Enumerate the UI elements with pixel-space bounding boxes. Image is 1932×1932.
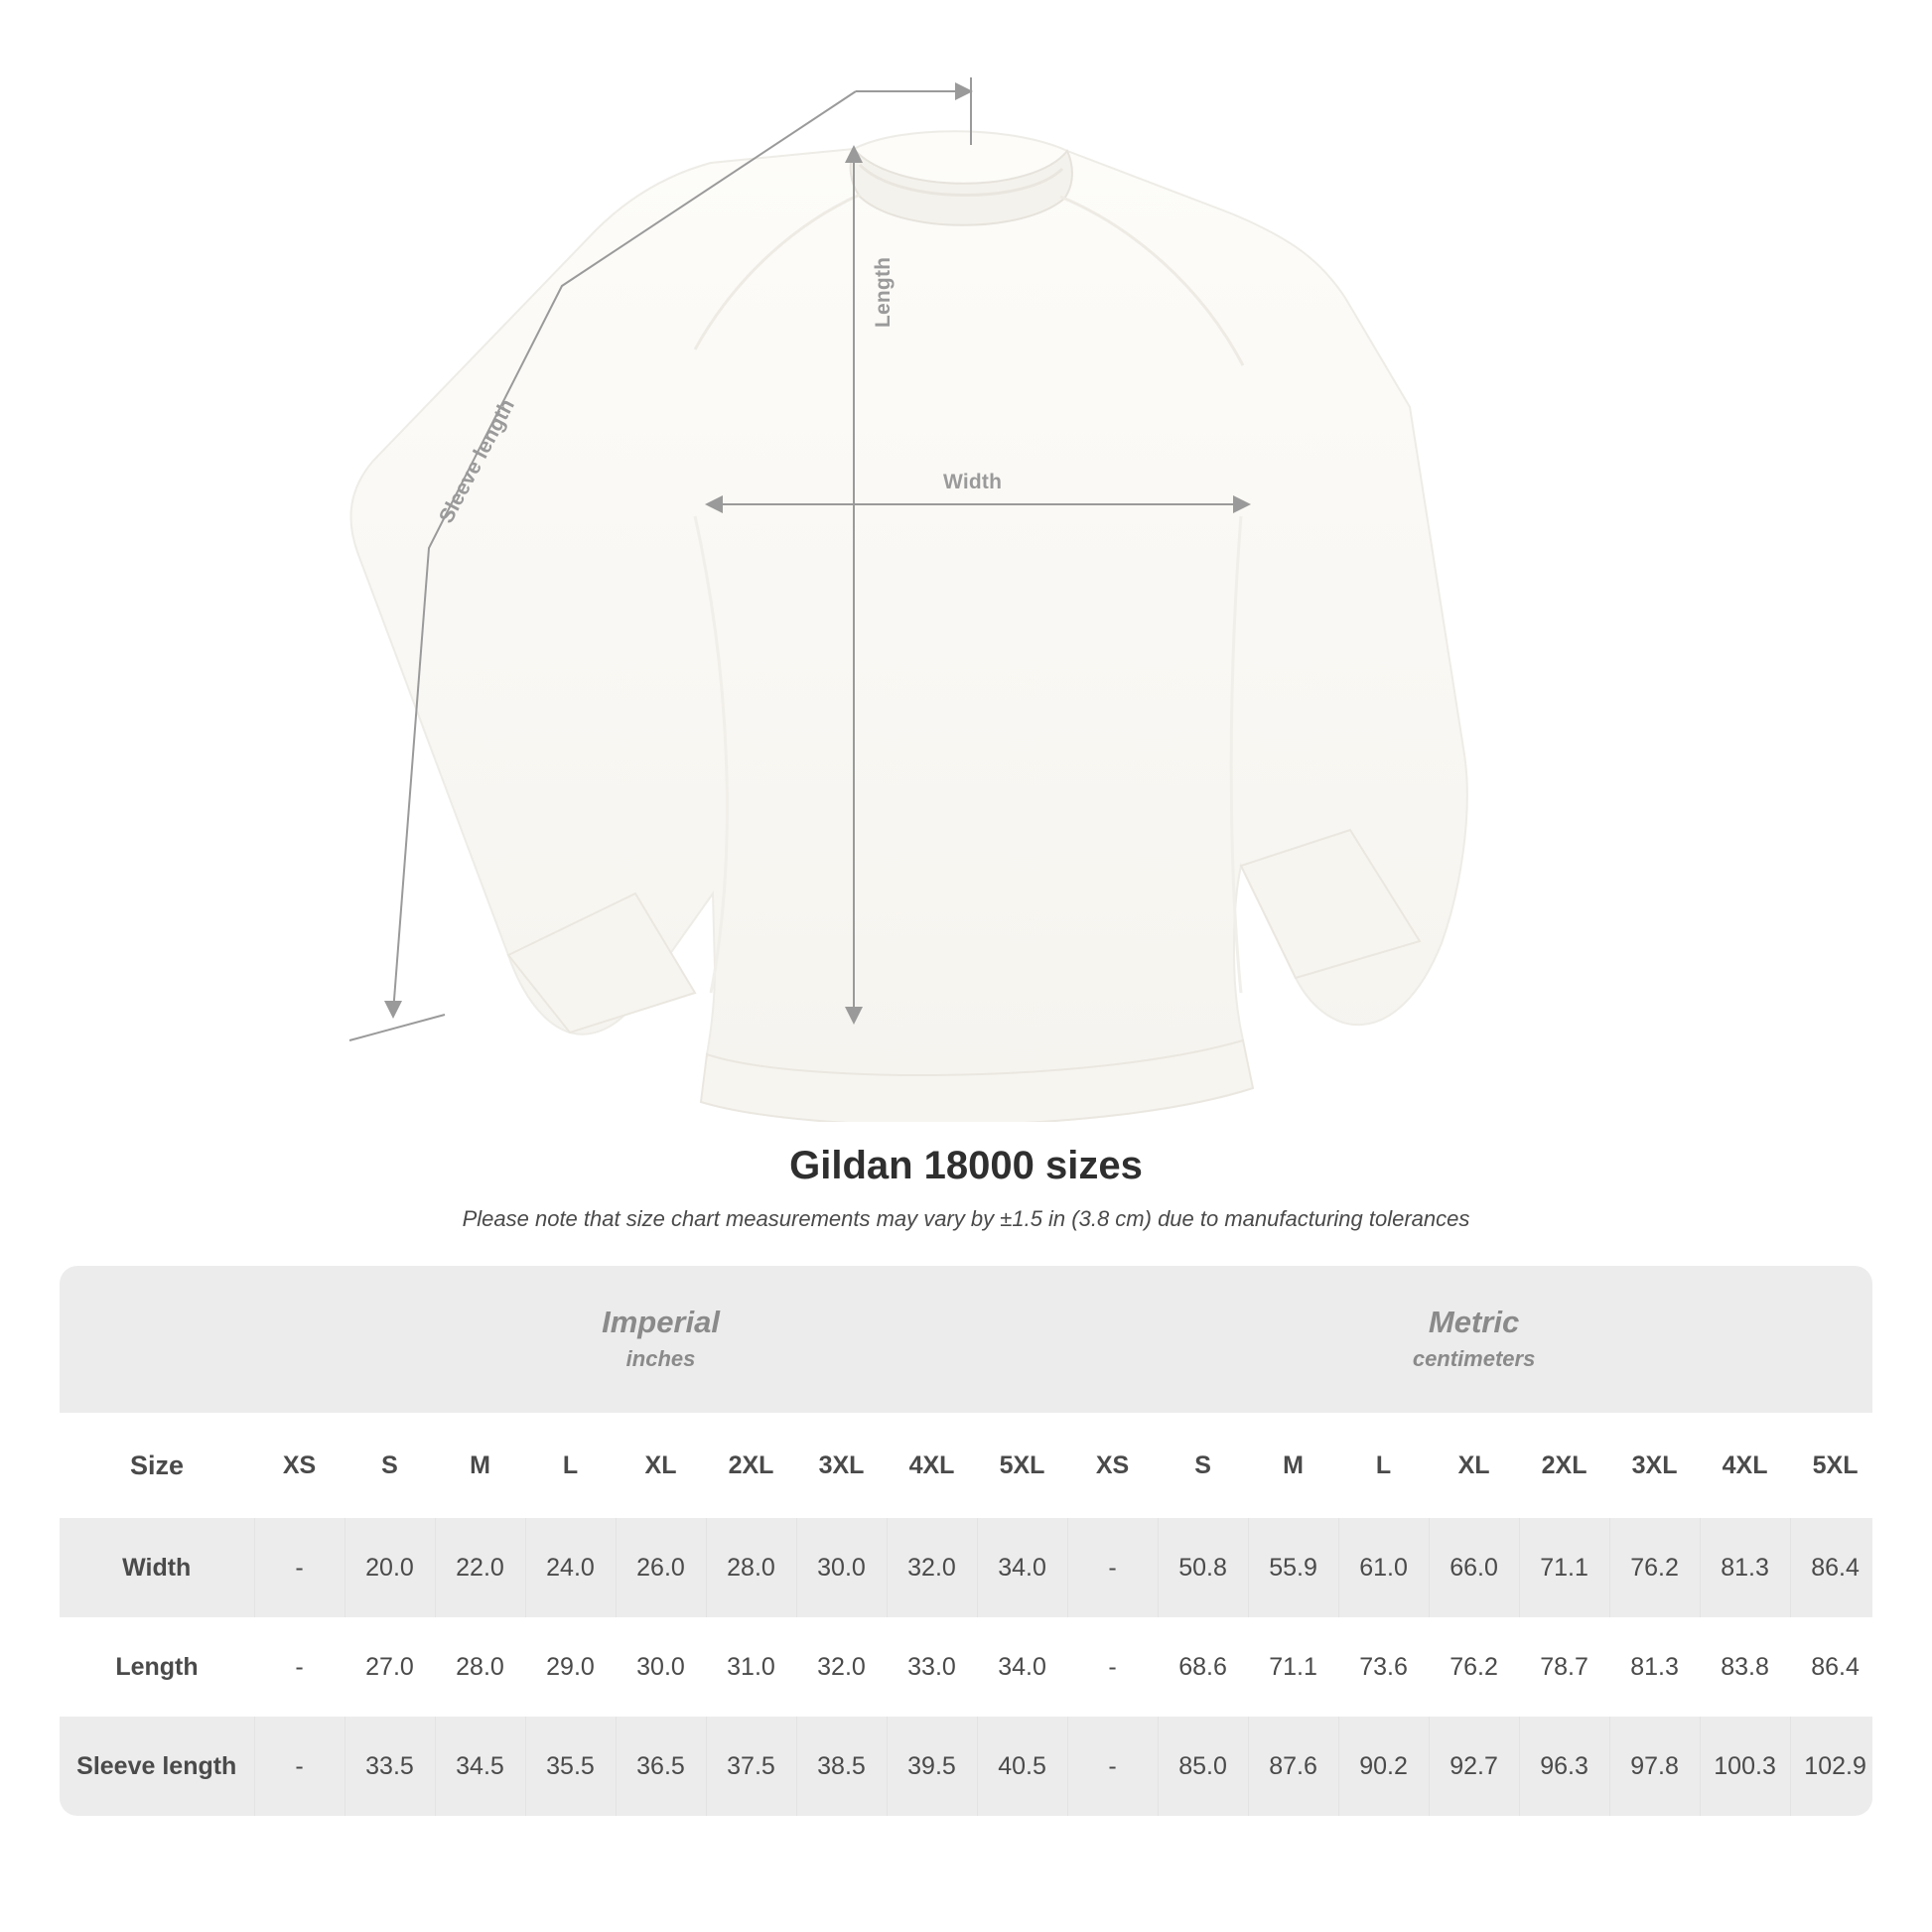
cell-width-metric-3xl: 76.2 — [1609, 1518, 1700, 1617]
cell-sleeve-imperial-xl: 36.5 — [616, 1717, 706, 1816]
table-row — [60, 1518, 1872, 1617]
size-col-metric-l: L — [1338, 1413, 1429, 1518]
cell-width-metric-l: 61.0 — [1338, 1518, 1429, 1617]
cell-length-imperial-5xl: 34.0 — [977, 1617, 1067, 1717]
cell-width-imperial-xl: 26.0 — [616, 1518, 706, 1617]
cell-width-imperial-4xl: 32.0 — [887, 1518, 977, 1617]
size-col-metric-3xl: 3XL — [1609, 1413, 1700, 1518]
cell-width-metric-s: 50.8 — [1158, 1518, 1248, 1617]
table-row — [60, 1617, 1872, 1717]
cell-sleeve-imperial-s: 33.5 — [345, 1717, 435, 1816]
cell-sleeve-imperial-4xl: 39.5 — [887, 1717, 977, 1816]
cell-sleeve-metric-xl: 92.7 — [1429, 1717, 1519, 1816]
unit-header-metric — [1067, 1266, 1872, 1413]
size-col-metric-xs: XS — [1067, 1413, 1158, 1518]
cell-length-metric-5xl: 86.4 — [1790, 1617, 1872, 1717]
cell-width-imperial-m: 22.0 — [435, 1518, 525, 1617]
size-table — [60, 1266, 1872, 1816]
cell-sleeve-imperial-3xl: 38.5 — [796, 1717, 887, 1816]
cell-sleeve-imperial-2xl: 37.5 — [706, 1717, 796, 1816]
size-col-metric-2xl: 2XL — [1519, 1413, 1609, 1518]
size-col-imperial-3xl: 3XL — [796, 1413, 887, 1518]
cell-sleeve-metric-5xl: 102.9 — [1790, 1717, 1872, 1816]
cell-width-metric-5xl: 86.4 — [1790, 1518, 1872, 1617]
cell-width-imperial-l: 24.0 — [525, 1518, 616, 1617]
size-label-cell: Size — [60, 1413, 254, 1518]
cell-width-metric-2xl: 71.1 — [1519, 1518, 1609, 1617]
unit-sub-imperial: inches — [625, 1345, 696, 1371]
size-col-imperial-xs: XS — [254, 1413, 345, 1518]
size-header-row — [60, 1413, 1872, 1518]
unit-header-imperial — [254, 1266, 1067, 1413]
title-block — [0, 1144, 1932, 1232]
cell-sleeve-metric-xs: - — [1067, 1717, 1158, 1816]
row-label-length: Length — [60, 1617, 254, 1717]
cell-width-imperial-s: 20.0 — [345, 1518, 435, 1617]
unit-sub-metric: centimeters — [1412, 1345, 1536, 1371]
cell-length-metric-3xl: 81.3 — [1609, 1617, 1700, 1717]
cell-length-metric-2xl: 78.7 — [1519, 1617, 1609, 1717]
cell-length-imperial-xl: 30.0 — [616, 1617, 706, 1717]
size-col-imperial-4xl: 4XL — [887, 1413, 977, 1518]
size-col-imperial-xl: XL — [616, 1413, 706, 1518]
cell-length-imperial-xs: - — [254, 1617, 345, 1717]
size-col-imperial-m: M — [435, 1413, 525, 1518]
size-col-imperial-s: S — [345, 1413, 435, 1518]
size-col-metric-5xl: 5XL — [1790, 1413, 1872, 1518]
cell-width-imperial-xs: - — [254, 1518, 345, 1617]
cell-sleeve-imperial-5xl: 40.5 — [977, 1717, 1067, 1816]
cell-sleeve-metric-2xl: 96.3 — [1519, 1717, 1609, 1816]
cell-width-imperial-5xl: 34.0 — [977, 1518, 1067, 1617]
cell-width-imperial-3xl: 30.0 — [796, 1518, 887, 1617]
row-label-sleeve-length: Sleeve length — [60, 1717, 254, 1816]
cell-length-imperial-3xl: 32.0 — [796, 1617, 887, 1717]
length-dimension-label: Length — [872, 256, 895, 328]
tolerance-note: Please note that size chart measurements may vary by ±1.5 in (3.8 cm) due to manufacturing tolerances — [462, 1206, 1470, 1231]
size-col-metric-m: M — [1248, 1413, 1338, 1518]
unit-title-metric: Metric — [1428, 1305, 1520, 1340]
cell-length-metric-xl: 76.2 — [1429, 1617, 1519, 1717]
cell-length-metric-xs: - — [1067, 1617, 1158, 1717]
unit-title-imperial: Imperial — [602, 1305, 720, 1340]
unit-header-row — [60, 1266, 1872, 1413]
sweatshirt-shape — [350, 131, 1466, 1122]
cell-sleeve-imperial-l: 35.5 — [525, 1717, 616, 1816]
cell-sleeve-metric-4xl: 100.3 — [1700, 1717, 1790, 1816]
cell-width-imperial-2xl: 28.0 — [706, 1518, 796, 1617]
size-col-metric-4xl: 4XL — [1700, 1413, 1790, 1518]
cell-length-metric-4xl: 83.8 — [1700, 1617, 1790, 1717]
cell-sleeve-metric-3xl: 97.8 — [1609, 1717, 1700, 1816]
cell-sleeve-metric-l: 90.2 — [1338, 1717, 1429, 1816]
cell-length-imperial-m: 28.0 — [435, 1617, 525, 1717]
table-row — [60, 1717, 1872, 1816]
cell-length-imperial-4xl: 33.0 — [887, 1617, 977, 1717]
row-label-width: Width — [60, 1518, 254, 1617]
size-table-wrapper — [60, 1266, 1872, 1816]
cell-sleeve-imperial-m: 34.5 — [435, 1717, 525, 1816]
size-col-metric-s: S — [1158, 1413, 1248, 1518]
cell-length-imperial-s: 27.0 — [345, 1617, 435, 1717]
cell-length-imperial-2xl: 31.0 — [706, 1617, 796, 1717]
cell-width-metric-4xl: 81.3 — [1700, 1518, 1790, 1617]
width-dimension-label: Width — [943, 471, 1003, 493]
cell-length-metric-m: 71.1 — [1248, 1617, 1338, 1717]
size-col-metric-xl: XL — [1429, 1413, 1519, 1518]
cell-length-metric-s: 68.6 — [1158, 1617, 1248, 1717]
size-col-imperial-l: L — [525, 1413, 616, 1518]
cell-sleeve-imperial-xs: - — [254, 1717, 345, 1816]
cell-length-imperial-l: 29.0 — [525, 1617, 616, 1717]
cell-sleeve-metric-m: 87.6 — [1248, 1717, 1338, 1816]
size-col-imperial-2xl: 2XL — [706, 1413, 796, 1518]
cell-width-metric-xs: - — [1067, 1518, 1158, 1617]
cell-length-metric-l: 73.6 — [1338, 1617, 1429, 1717]
cell-width-metric-m: 55.9 — [1248, 1518, 1338, 1617]
unit-spacer-cell — [60, 1266, 254, 1413]
cell-width-metric-xl: 66.0 — [1429, 1518, 1519, 1617]
sleeve-length-dimension-label: Sleeve length — [435, 395, 520, 527]
cell-sleeve-metric-s: 85.0 — [1158, 1717, 1248, 1816]
size-col-imperial-5xl: 5XL — [977, 1413, 1067, 1518]
page-title: Gildan 18000 sizes — [789, 1144, 1143, 1187]
